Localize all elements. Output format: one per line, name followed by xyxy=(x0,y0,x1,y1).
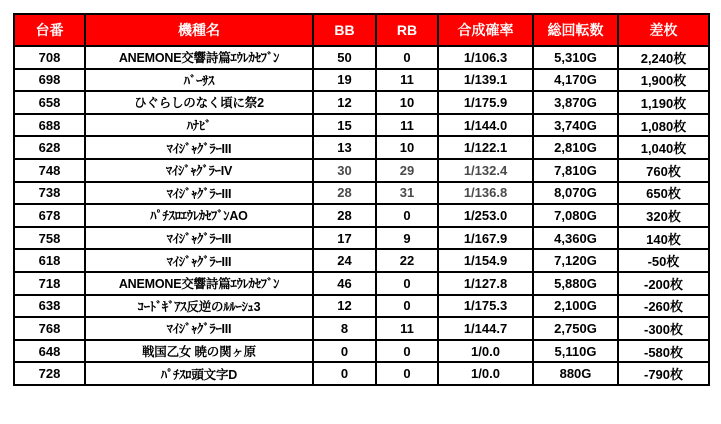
cell-rb: 0 xyxy=(376,272,438,295)
cell-name: ANEMONE交響詩篇ｴｳﾚｶｾﾌﾞﾝ xyxy=(85,46,313,69)
cell-bb: 13 xyxy=(313,136,376,159)
header-row xyxy=(14,14,709,46)
table-row xyxy=(14,317,709,340)
cell-dai: 648 xyxy=(14,340,85,363)
cell-name: ﾏｲｼﾞｬｸﾞﾗｰIII xyxy=(85,136,313,159)
cell-spins: 880G xyxy=(533,362,618,385)
cell-prob: 1/154.9 xyxy=(438,249,533,272)
cell-prob: 1/106.3 xyxy=(438,46,533,69)
cell-prob: 1/132.4 xyxy=(438,159,533,182)
table-row xyxy=(14,362,709,385)
cell-dai: 688 xyxy=(14,114,85,137)
table-row xyxy=(14,91,709,114)
cell-name: ｺｰﾄﾞｷﾞｱｽ反逆のﾙﾙｰｼｭ3 xyxy=(85,295,313,318)
cell-name: ひぐらしのなく頃に祭2 xyxy=(85,91,313,114)
cell-prob: 1/167.9 xyxy=(438,227,533,250)
cell-diff: 760枚 xyxy=(618,159,709,182)
cell-spins: 8,070G xyxy=(533,182,618,205)
cell-diff: 140枚 xyxy=(618,227,709,250)
cell-rb: 0 xyxy=(376,340,438,363)
cell-name: ﾏｲｼﾞｬｸﾞﾗｰIII xyxy=(85,317,313,340)
header-cell-spins: 総回転数 xyxy=(533,14,618,46)
cell-diff: -50枚 xyxy=(618,249,709,272)
cell-name: ﾏｲｼﾞｬｸﾞﾗｰIII xyxy=(85,227,313,250)
cell-dai: 698 xyxy=(14,69,85,92)
cell-prob: 1/122.1 xyxy=(438,136,533,159)
cell-dai: 748 xyxy=(14,159,85,182)
cell-prob: 1/127.8 xyxy=(438,272,533,295)
cell-diff: -260枚 xyxy=(618,295,709,318)
cell-rb: 0 xyxy=(376,295,438,318)
cell-rb: 11 xyxy=(376,69,438,92)
cell-dai: 758 xyxy=(14,227,85,250)
cell-bb: 15 xyxy=(313,114,376,137)
cell-rb: 22 xyxy=(376,249,438,272)
cell-bb: 0 xyxy=(313,340,376,363)
cell-bb: 12 xyxy=(313,295,376,318)
cell-rb: 29 xyxy=(376,159,438,182)
slot-results-table xyxy=(13,13,710,386)
cell-spins: 7,080G xyxy=(533,204,618,227)
cell-name: 戦国乙女 暁の関ヶ原 xyxy=(85,340,313,363)
cell-prob: 1/144.7 xyxy=(438,317,533,340)
cell-name: ANEMONE交響詩篇ｴｳﾚｶｾﾌﾞﾝ xyxy=(85,272,313,295)
cell-bb: 28 xyxy=(313,182,376,205)
cell-rb: 10 xyxy=(376,136,438,159)
cell-rb: 0 xyxy=(376,204,438,227)
cell-spins: 5,880G xyxy=(533,272,618,295)
cell-diff: -790枚 xyxy=(618,362,709,385)
table-row xyxy=(14,295,709,318)
cell-spins: 2,810G xyxy=(533,136,618,159)
table-row xyxy=(14,69,709,92)
header-cell-diff: 差枚 xyxy=(618,14,709,46)
cell-dai: 658 xyxy=(14,91,85,114)
cell-name: ﾏｲｼﾞｬｸﾞﾗｰIV xyxy=(85,159,313,182)
cell-spins: 3,870G xyxy=(533,91,618,114)
cell-diff: 2,240枚 xyxy=(618,46,709,69)
cell-dai: 638 xyxy=(14,295,85,318)
cell-diff: 1,040枚 xyxy=(618,136,709,159)
cell-bb: 24 xyxy=(313,249,376,272)
cell-bb: 28 xyxy=(313,204,376,227)
table-row xyxy=(14,227,709,250)
table-row xyxy=(14,182,709,205)
header-cell-name: 機種名 xyxy=(85,14,313,46)
cell-rb: 11 xyxy=(376,114,438,137)
cell-name: ﾊﾟﾁｽﾛ頭文字D xyxy=(85,362,313,385)
cell-bb: 12 xyxy=(313,91,376,114)
header-cell-prob: 合成確率 xyxy=(438,14,533,46)
cell-name: ﾊﾅﾋﾞ xyxy=(85,114,313,137)
cell-rb: 0 xyxy=(376,46,438,69)
cell-bb: 8 xyxy=(313,317,376,340)
cell-rb: 10 xyxy=(376,91,438,114)
cell-bb: 19 xyxy=(313,69,376,92)
cell-rb: 11 xyxy=(376,317,438,340)
cell-prob: 1/144.0 xyxy=(438,114,533,137)
header-cell-dai: 台番 xyxy=(14,14,85,46)
cell-spins: 7,120G xyxy=(533,249,618,272)
cell-spins: 5,310G xyxy=(533,46,618,69)
cell-diff: -300枚 xyxy=(618,317,709,340)
cell-prob: 1/175.3 xyxy=(438,295,533,318)
cell-dai: 718 xyxy=(14,272,85,295)
cell-prob: 1/175.9 xyxy=(438,91,533,114)
table-row xyxy=(14,340,709,363)
cell-prob: 1/0.0 xyxy=(438,362,533,385)
cell-prob: 1/139.1 xyxy=(438,69,533,92)
cell-name: ﾊﾟﾁｽﾛｴｳﾚｶｾﾌﾞﾝAO xyxy=(85,204,313,227)
cell-dai: 618 xyxy=(14,249,85,272)
cell-spins: 5,110G xyxy=(533,340,618,363)
cell-name: ﾏｲｼﾞｬｸﾞﾗｰIII xyxy=(85,182,313,205)
cell-name: ﾊﾞｰｻｽ xyxy=(85,69,313,92)
table-row xyxy=(14,272,709,295)
cell-spins: 2,750G xyxy=(533,317,618,340)
cell-spins: 4,360G xyxy=(533,227,618,250)
cell-name: ﾏｲｼﾞｬｸﾞﾗｰIII xyxy=(85,249,313,272)
cell-dai: 738 xyxy=(14,182,85,205)
cell-dai: 708 xyxy=(14,46,85,69)
cell-diff: 650枚 xyxy=(618,182,709,205)
cell-diff: 1,190枚 xyxy=(618,91,709,114)
cell-spins: 3,740G xyxy=(533,114,618,137)
cell-spins: 4,170G xyxy=(533,69,618,92)
cell-diff: 320枚 xyxy=(618,204,709,227)
cell-spins: 7,810G xyxy=(533,159,618,182)
cell-spins: 2,100G xyxy=(533,295,618,318)
table-row xyxy=(14,249,709,272)
cell-rb: 31 xyxy=(376,182,438,205)
cell-dai: 728 xyxy=(14,362,85,385)
cell-rb: 9 xyxy=(376,227,438,250)
cell-diff: -580枚 xyxy=(618,340,709,363)
table-row xyxy=(14,46,709,69)
header-cell-bb: BB xyxy=(313,14,376,46)
cell-diff: -200枚 xyxy=(618,272,709,295)
table-row xyxy=(14,114,709,137)
cell-dai: 678 xyxy=(14,204,85,227)
cell-prob: 1/136.8 xyxy=(438,182,533,205)
table-row xyxy=(14,204,709,227)
header-cell-rb: RB xyxy=(376,14,438,46)
cell-bb: 0 xyxy=(313,362,376,385)
table-body xyxy=(14,46,709,385)
table-row xyxy=(14,136,709,159)
cell-bb: 50 xyxy=(313,46,376,69)
cell-dai: 768 xyxy=(14,317,85,340)
table-header xyxy=(14,14,709,46)
cell-bb: 17 xyxy=(313,227,376,250)
cell-prob: 1/0.0 xyxy=(438,340,533,363)
cell-bb: 46 xyxy=(313,272,376,295)
cell-bb: 30 xyxy=(313,159,376,182)
cell-rb: 0 xyxy=(376,362,438,385)
cell-diff: 1,080枚 xyxy=(618,114,709,137)
cell-diff: 1,900枚 xyxy=(618,69,709,92)
cell-prob: 1/253.0 xyxy=(438,204,533,227)
table-row xyxy=(14,159,709,182)
cell-dai: 628 xyxy=(14,136,85,159)
